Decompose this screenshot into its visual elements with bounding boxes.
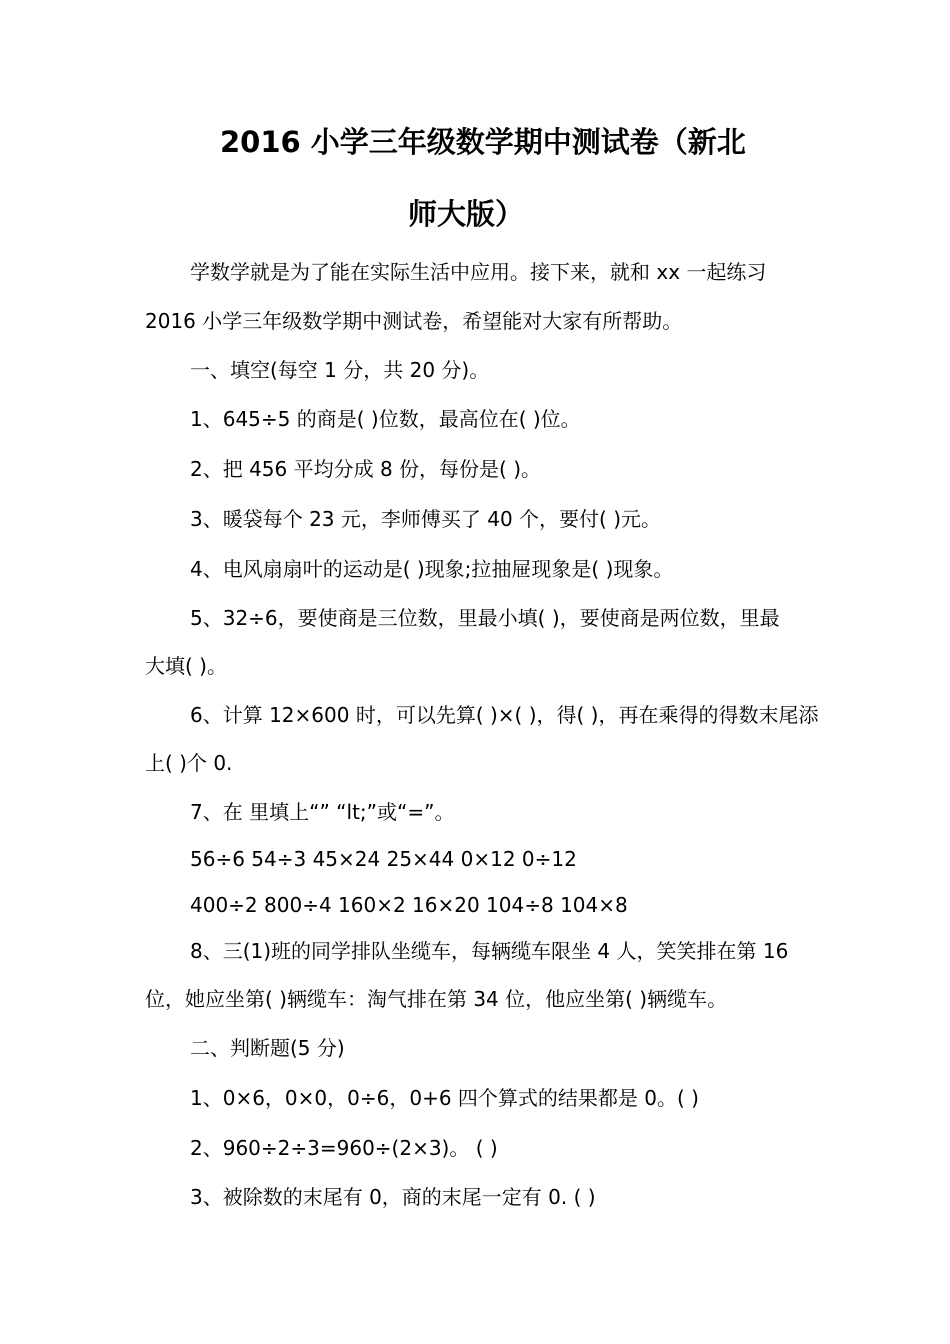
question-1-5-line-1: 5、32÷6，要使商是三位数，里最小填( )，要使商是两位数，里最	[190, 606, 780, 630]
question-1-7-row-1: 56÷6 54÷3 45×24 25×44 0×12 0÷12	[190, 847, 577, 871]
question-1-7: 7、在 里填上“” “lt;”或“=”。	[190, 800, 455, 824]
intro-paragraph-line-2: 2016 小学三年级数学期中测试卷，希望能对大家有所帮助。	[145, 309, 683, 333]
question-1-5-line-2: 大填( )。	[145, 654, 227, 678]
section-2-heading: 二、判断题(5 分)	[190, 1036, 345, 1060]
question-1-3: 3、暖袋每个 23 元，李师傅买了 40 个，要付( )元。	[190, 507, 662, 531]
question-2-1: 1、0×6，0×0，0÷6，0+6 四个算式的结果都是 0。( )	[190, 1086, 699, 1110]
question-1-8-line-1: 8、三(1)班的同学排队坐缆车，每辆缆车限坐 4 人，笑笑排在第 16	[190, 939, 789, 963]
question-1-4: 4、电风扇扇叶的运动是( )现象;拉抽屉现象是( )现象。	[190, 557, 674, 581]
document-title-line-1: 2016 小学三年级数学期中测试卷（新北	[220, 125, 746, 159]
question-1-1: 1、645÷5 的商是( )位数，最高位在( )位。	[190, 407, 581, 431]
question-1-6-line-1: 6、计算 12×600 时，可以先算( )×( )，得( )，再在乘得的得数末尾添	[190, 703, 819, 727]
question-1-2: 2、把 456 平均分成 8 份，每份是( )。	[190, 457, 542, 481]
question-1-8-line-2: 位，她应坐第( )辆缆车：淘气排在第 34 位，他应坐第( )辆缆车。	[145, 987, 728, 1011]
section-1-heading: 一、填空(每空 1 分，共 20 分)。	[190, 358, 490, 382]
question-2-2: 2、960÷2÷3=960÷(2×3)。 ( )	[190, 1136, 498, 1160]
question-1-7-row-2: 400÷2 800÷4 160×2 16×20 104÷8 104×8	[190, 893, 628, 917]
question-1-6-line-2: 上( )个 0.	[145, 751, 233, 775]
intro-paragraph-line-1: 学数学就是为了能在实际生活中应用。接下来，就和 xx 一起练习	[190, 260, 767, 284]
document-title-line-2: 师大版）	[408, 197, 525, 231]
question-2-3: 3、被除数的末尾有 0，商的末尾一定有 0. ( )	[190, 1185, 596, 1209]
